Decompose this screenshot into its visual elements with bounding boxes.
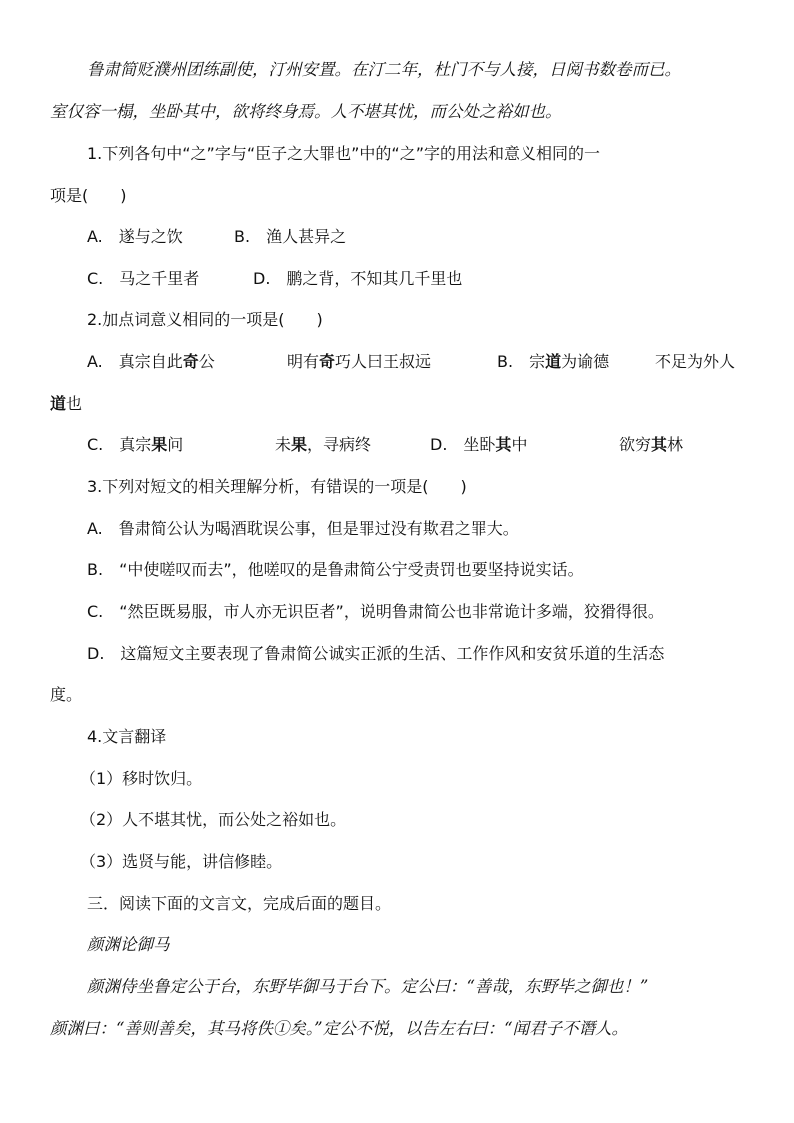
option-d: D. 鹏之背，不知其几千里也 (253, 269, 463, 288)
dotted-word: 其 (651, 435, 668, 454)
dotted-word: 奇 (319, 352, 336, 371)
question-3-stem: 3.下列对短文的相关理解分析，有错误的一项是( ) (87, 477, 467, 496)
question-2-option-cd (87, 433, 747, 457)
option-a-part2: 明有奇巧人曰王叔远 (287, 352, 432, 371)
section-3-line-1: 颜渊侍坐鲁定公于台，东野毕御马于台下。定公曰：“善哉，东野毕之御也！” (87, 977, 649, 996)
question-1-stem-cont: 项是( ) (50, 186, 127, 205)
question-3-option-a: A. 鲁肃简公认为喝酒耽误公事，但是罪过没有欺君之罪大。 (87, 519, 519, 538)
passage-line-2: 室仅容一榻，坐卧其中，欲将终身焉。人不堪其忧，而公处之裕如也。 (50, 102, 562, 121)
question-3-option-b: B. “中使嗟叹而去”，他嗟叹的是鲁肃简公宁受责罚也要坚持说实话。 (87, 560, 584, 579)
option-a: A. 遂与之饮 (87, 227, 183, 246)
section-3-line-2: 颜渊曰：“善则善矣，其马将佚①矣。”定公不悦，以告左右曰：“闻君子不谮人。 (50, 1019, 629, 1038)
question-4-stem: 4.文言翻译 (87, 727, 167, 746)
question-2-option-ab (87, 350, 757, 374)
question-3-option-d: D. 这篇短文主要表现了鲁肃简公诚实正派的生活、工作作风和安贫乐道的生活态 (87, 644, 665, 663)
dotted-word: 道 (545, 352, 562, 371)
question-3-option-d-cont: 度。 (50, 685, 83, 704)
question-3-option-c: C. “然臣既易服，市人亦无识臣者”，说明鲁肃简公也非常诡计多端，狡猾得很。 (87, 602, 664, 621)
section-3-title: 颜渊论御马 (87, 935, 170, 954)
passage-line-1: 鲁肃简贬濮州团练副使，汀州安置。在汀二年，杜门不与人接，日阅书数卷而已。 (87, 60, 681, 79)
dotted-word: 果 (291, 435, 308, 454)
question-2-stem: 2.加点词意义相同的一项是( ) (87, 310, 323, 329)
question-1-stem: 1.下列各句中“之”字与“臣子之大罪也”中的“之”字的用法和意义相同的一 (87, 144, 601, 163)
dotted-word: 奇 (182, 352, 199, 371)
option-c: C. 马之千里者 (87, 269, 200, 288)
dotted-word: 其 (495, 435, 512, 454)
option-c-part2: 未果，寻病终 (275, 435, 372, 454)
question-1-options-cd (87, 267, 747, 291)
dotted-word: 道 (50, 394, 67, 413)
question-4-item-1: （1）移时饮归。 (80, 769, 203, 788)
option-a-part1: A. 真宗自此奇公 (87, 352, 215, 371)
question-4-item-2: （2）人不堪其忧，而公处之裕如也。 (80, 810, 347, 829)
option-b-part2: 不足为外人 (655, 352, 736, 371)
dotted-word: 果 (151, 435, 168, 454)
option-c-part1: C. 真宗果问 (87, 435, 184, 454)
question-2-option-b-cont: 道也 (50, 394, 83, 413)
question-1-options-ab (87, 225, 747, 249)
option-b: B. 渔人甚异之 (234, 227, 347, 246)
option-d-part2: 欲穷其林 (619, 435, 684, 454)
option-d-part1: D. 坐卧其中 (430, 435, 528, 454)
option-b-part1: B. 宗道为谕德 (497, 352, 610, 371)
question-4-item-3: （3）选贤与能，讲信修睦。 (80, 852, 283, 871)
section-3-heading: 三．阅读下面的文言文，完成后面的题目。 (87, 894, 392, 913)
